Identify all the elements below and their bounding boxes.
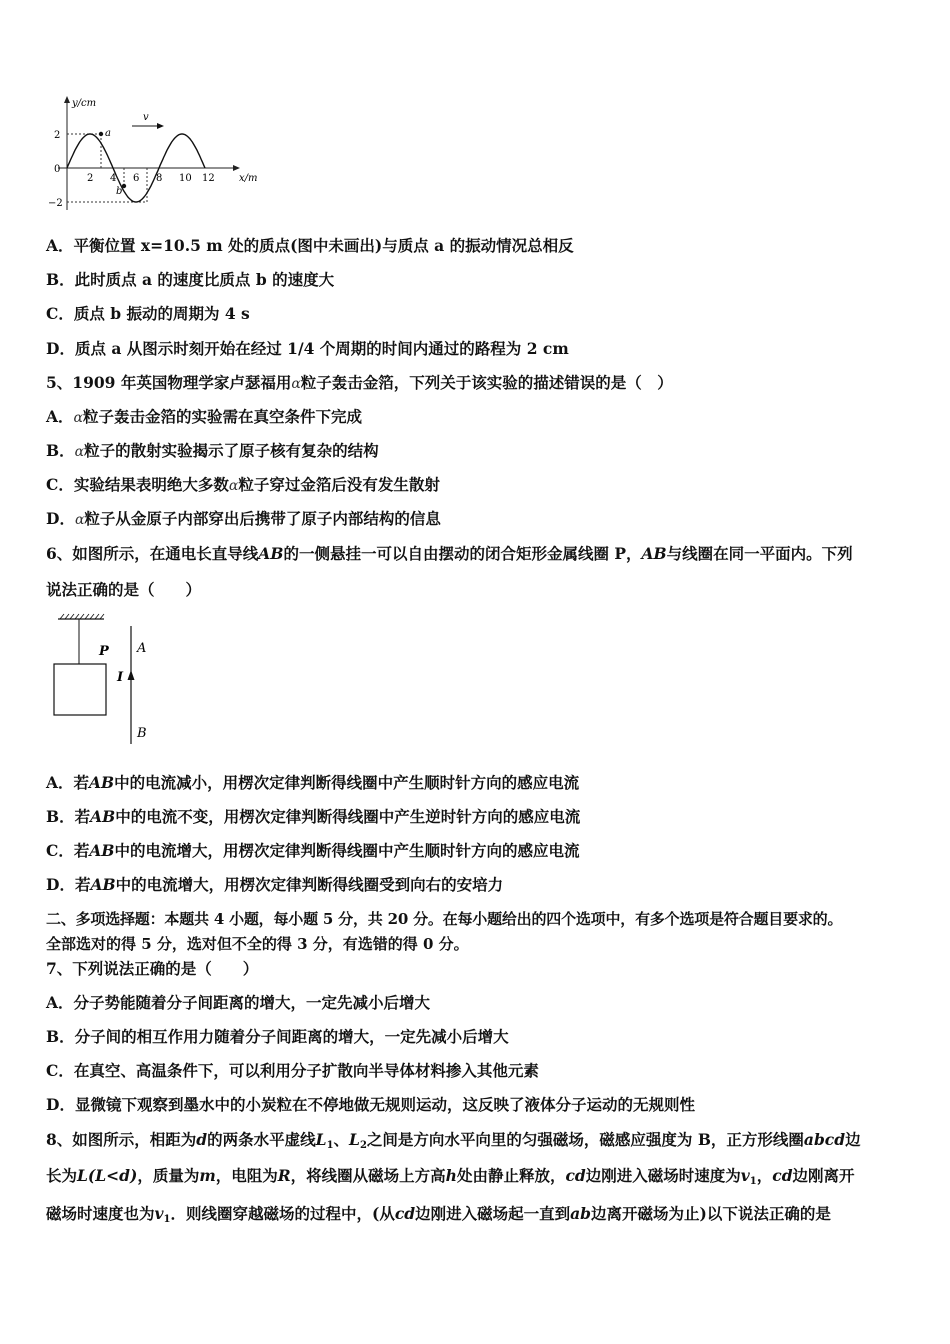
q6-option-c: [46, 841, 580, 861]
q8-text: 边刚离开: [792, 1166, 855, 1185]
subscript-1: 1: [749, 1176, 757, 1187]
q6-d-pre: D．若: [46, 875, 91, 894]
y-tick-2: 2: [54, 130, 61, 141]
q7-option-c: C．在真空、高温条件下，可以利用分子扩散向半导体材料掺入其他元素: [46, 1061, 539, 1080]
q7-option-a: A．分子势能随着分子间距离的增大，一定先减小后增大: [46, 993, 431, 1012]
x-tick-label: 8: [156, 173, 163, 184]
y-axis-arrow: [64, 96, 70, 103]
q6-stem1-b: 的一侧悬挂一可以自由摆动的闭合矩形金属线圈 P，: [283, 544, 642, 563]
current-label: I: [117, 670, 124, 685]
q8-text: 边刚进入磁场起一直到: [415, 1204, 571, 1223]
coil-label: P: [99, 644, 109, 659]
q5-option-d: [46, 509, 441, 530]
var-l: L: [315, 1130, 327, 1149]
q8-text: 的两条水平虚线: [207, 1130, 316, 1149]
q5-option-a: [46, 407, 362, 428]
q5-b-post: 粒子的散射实验揭示了原子核有复杂的结构: [84, 441, 379, 460]
separator: 、: [333, 1130, 350, 1149]
ab-label: AB: [89, 773, 115, 792]
q6-c-post: 中的电流增大，用楞次定律判断得线圈中产生顺时针方向的感应电流: [114, 841, 580, 860]
q8-text: ，电阻为: [215, 1166, 278, 1185]
q8-line1: [46, 1130, 861, 1156]
ab-label: AB: [90, 807, 116, 826]
ab-label: AB: [641, 544, 667, 563]
q5-stem-b: 粒子轰击金箔，下列关于该实验的描述错误的是（ ）: [300, 373, 673, 392]
alpha-symbol: α: [74, 444, 85, 460]
wire-end-a: A: [137, 641, 147, 656]
q5-d-post: 粒子从金原子内部穿出后携带了原子内部结构的信息: [84, 509, 441, 528]
alpha-symbol: α: [73, 410, 83, 426]
var-m: m: [199, 1166, 216, 1185]
subscript-2: 2: [359, 1140, 367, 1151]
var-r: R: [277, 1166, 291, 1185]
q7-option-d: D．显微镜下观察到墨水中的小炭粒在不停地做无规则运动，这反映了液体分子运动的无规则性: [46, 1095, 695, 1114]
ceiling-hatch: [60, 614, 104, 619]
q8-text: 之间是方向水平向里的匀强磁场，磁感应强度为 B，正方形线圈: [366, 1130, 804, 1149]
point-b-label: b: [116, 186, 123, 197]
q7-stem: 7、下列说法正确的是（ ）: [46, 959, 259, 978]
var-cd: cd: [565, 1166, 586, 1185]
x-axis-arrow: [233, 165, 240, 171]
var-ab: ab: [570, 1204, 592, 1223]
q5-stem: [46, 373, 673, 394]
q8-text: 边离开磁场为止)以下说法正确的是: [591, 1204, 831, 1223]
y-axis-label: y/cm: [72, 98, 97, 109]
var-abcd: abcd: [803, 1130, 846, 1149]
subscript-1: 1: [163, 1214, 171, 1225]
var-v: v: [154, 1204, 164, 1223]
var-v: v: [740, 1166, 750, 1185]
q5-c-post: 粒子穿过金箔后没有发生散射: [238, 475, 440, 494]
wave-figure: [48, 92, 268, 214]
var-d: d: [196, 1130, 208, 1149]
q5-a-post: 粒子轰击金箔的实验需在真空条件下完成: [83, 407, 363, 426]
x-axis-label: x/m: [239, 173, 258, 184]
var-cd: cd: [772, 1166, 793, 1185]
y-tick-neg2: −2: [48, 198, 63, 209]
point-a-label: a: [105, 128, 111, 139]
x-tick-label: 2: [87, 173, 94, 184]
q4-option-b: B．此时质点 a 的速度比质点 b 的速度大: [46, 270, 335, 289]
q6-option-d: [46, 875, 503, 895]
current-arrow: [128, 670, 135, 680]
q4-option-c: C．质点 b 振动的周期为 4 s: [46, 304, 250, 323]
q6-c-pre: C．若: [46, 841, 90, 860]
q6-option-b: [46, 807, 580, 827]
q8-text: ，将线圈从磁场上方高: [290, 1166, 446, 1185]
var-l-condition: L(L<d): [77, 1166, 138, 1185]
q8-text: 边刚进入磁场时速度为: [585, 1166, 741, 1185]
q8-line3: [46, 1204, 831, 1230]
q6-b-pre: B．若: [46, 807, 91, 826]
q6-stem1-a: 6、如图所示，在通电长直导线: [46, 544, 259, 563]
q5-stem-a: 5、1909 年英国物理学家卢瑟福用: [46, 373, 292, 392]
q5-a-pre: A．: [46, 407, 74, 426]
x-tick-label: 6: [133, 173, 140, 184]
q6-b-post: 中的电流不变，用楞次定律判断得线圈中产生逆时针方向的感应电流: [115, 807, 581, 826]
q8-text: 处由静止释放，: [456, 1166, 566, 1185]
alpha-symbol: α: [291, 376, 301, 392]
q8-text: ，: [756, 1166, 773, 1185]
x-tick-label: 10: [179, 173, 192, 184]
q4-option-a: A．平衡位置 x=10.5 m 处的质点(图中未画出)与质点 a 的振动情况总相反: [46, 236, 574, 255]
x-tick-label: 4: [110, 173, 117, 184]
q8-line2: [46, 1166, 855, 1192]
var-l: L: [349, 1130, 360, 1149]
q5-c-pre: C．实验结果表明绝大多数: [46, 475, 229, 494]
q6-stem-line1: [46, 544, 853, 564]
q6-a-pre: A．若: [46, 773, 90, 792]
velocity-label: v: [143, 112, 149, 123]
q7-option-b: B．分子间的相互作用力随着分子间距离的增大，一定先减小后增大: [46, 1027, 509, 1046]
alpha-symbol: α: [74, 512, 85, 528]
var-h: h: [445, 1166, 457, 1185]
q8-text: 边: [845, 1130, 861, 1149]
y-tick-0: 0: [54, 164, 61, 175]
point-b-dot: [122, 184, 126, 188]
q8-text: ，质量为: [137, 1166, 200, 1185]
q8-text: 磁场时速度也为: [46, 1204, 155, 1223]
q5-option-b: [46, 441, 379, 462]
point-a-dot: [99, 132, 103, 136]
velocity-arrowhead: [157, 123, 164, 129]
q8-text: 长为: [46, 1166, 78, 1185]
q6-stem-line2: 说法正确的是（ ）: [46, 580, 202, 599]
q6-option-a: [46, 773, 579, 793]
ab-label: AB: [89, 841, 115, 860]
ab-label: AB: [258, 544, 284, 563]
q6-stem1-c: 与线圈在同一平面内。下列: [666, 544, 853, 563]
section2-line1: 二、多项选择题：本题共 4 小题，每小题 5 分，共 20 分。在每小题给出的四个选项中，有多个选项是符合题目要求的。: [46, 910, 843, 928]
q5-b-pre: B．: [46, 441, 75, 460]
subscript-1: 1: [326, 1140, 334, 1151]
q4-option-d: D．质点 a 从图示时刻开始在经过 1/4 个周期的时间内通过的路程为 2 cm: [46, 339, 569, 358]
q8-text: 8、如图所示，相距为: [46, 1130, 197, 1149]
q6-a-post: 中的电流减小，用楞次定律判断得线圈中产生顺时针方向的感应电流: [114, 773, 580, 792]
wire-end-b: B: [137, 726, 147, 741]
coil-wire-figure: [48, 612, 168, 748]
q8-text: ．则线圈穿越磁场的过程中，(从: [170, 1204, 395, 1223]
section2-line2: 全部选对的得 5 分，选对但不全的得 3 分，有选错的得 0 分。: [46, 935, 469, 953]
q5-d-pre: D．: [46, 509, 75, 528]
ab-label: AB: [90, 875, 116, 894]
var-cd: cd: [394, 1204, 416, 1223]
q6-d-post: 中的电流增大，用楞次定律判断得线圈受到向右的安培力: [115, 875, 504, 894]
x-tick-label: 12: [202, 173, 215, 184]
alpha-symbol: α: [228, 478, 239, 494]
coil-p: [54, 664, 106, 715]
q5-option-c: [46, 475, 440, 496]
